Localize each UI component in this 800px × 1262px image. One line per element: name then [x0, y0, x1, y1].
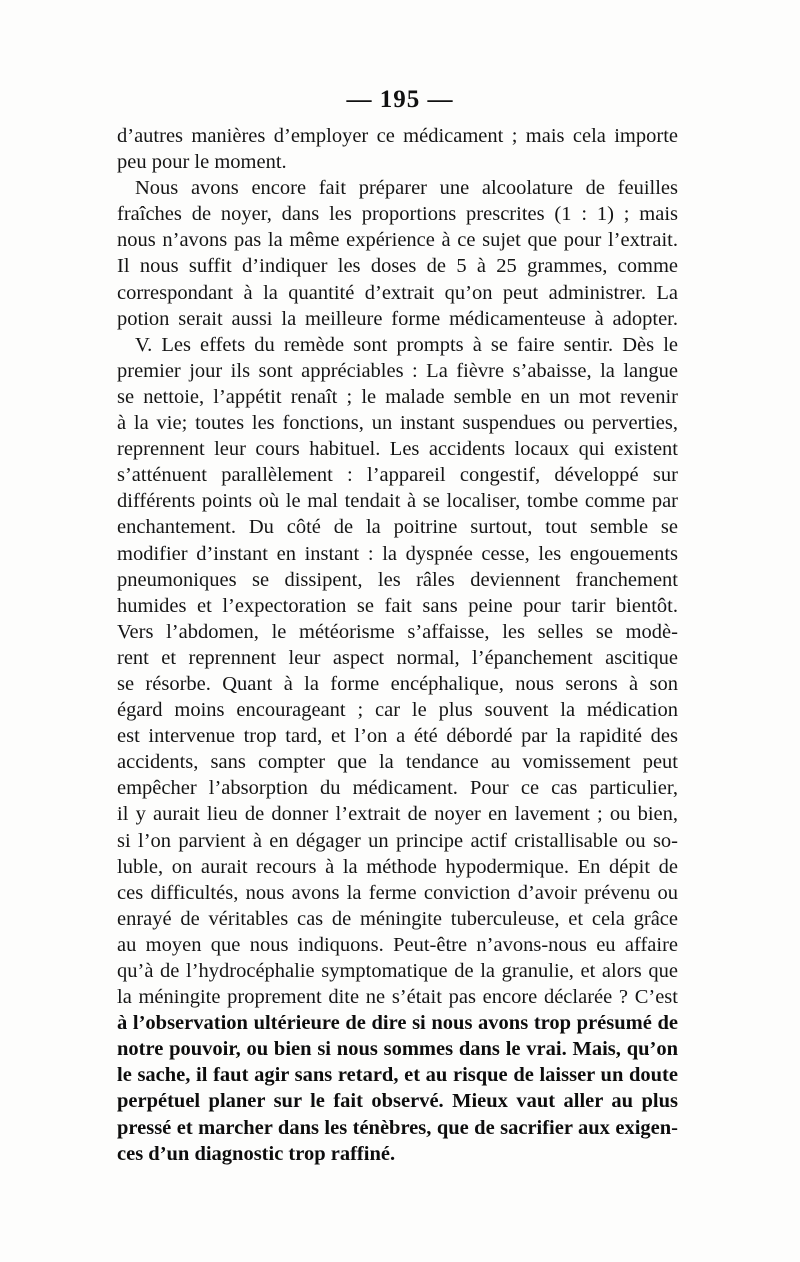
- text-line: le sache, il faut agir sans retard, et au risque de laisser un doute: [117, 1064, 678, 1087]
- text-line: enchantement. Du côté de la poitrine surtout, tout semble se: [117, 516, 678, 539]
- text-line: luble, on aurait recours à la méthode hypodermique. En dépit de: [117, 855, 678, 878]
- text-line: différents points où le mal tendait à se localiser, tombe comme par: [117, 490, 678, 513]
- text-line: se résorbe. Quant à la forme encéphalique, nous serons à son: [117, 672, 678, 695]
- text-line: fraîches de noyer, dans les proportions prescrites (1 : 1) ; mais: [117, 203, 678, 226]
- text-line: pneumoniques se dissipent, les râles deviennent franchement: [117, 568, 678, 591]
- text-line: se nettoie, l’appétit renaît ; le malade semble en un mot revenir: [117, 385, 678, 408]
- text-line: enrayé de véritables cas de méningite tuberculeuse, et cela grâce: [117, 907, 678, 930]
- text-line: premier jour ils sont appréciables : La fièvre s’abaisse, la langue: [117, 359, 678, 382]
- text-line: la méningite proprement dite ne s’était pas encore déclarée ? C’est: [117, 986, 678, 1009]
- text-line: Nous avons encore fait préparer une alcoolature de feuilles: [135, 177, 678, 200]
- page-number: — 195 —: [346, 86, 454, 113]
- body-text: [117, 123, 678, 1167]
- text-line: Il nous suffit d’indiquer les doses de 5 à 25 grammes, comme: [117, 255, 678, 278]
- text-line: est intervenue trop tard, et l’on a été débordé par la rapidité des: [117, 725, 678, 748]
- text-line: au moyen que nous indiquons. Peut-être n’avons-nous eu affaire: [117, 933, 678, 956]
- text-line: il y aurait lieu de donner l’extrait de noyer en lavement ; ou bien,: [117, 803, 678, 826]
- text-line: Vers l’abdomen, le météorisme s’affaisse, les selles se modè-: [117, 620, 678, 643]
- text-line: à la vie; toutes les fonctions, un instant suspendues ou perverties,: [117, 412, 678, 435]
- text-line: correspondant à la quantité d’extrait qu’on peut administrer. La: [117, 281, 678, 304]
- text-line: s’atténuent parallèlement : l’appareil congestif, développé sur: [117, 464, 678, 487]
- text-line: perpétuel planer sur le fait observé. Mieux vaut aller au plus: [117, 1090, 678, 1113]
- text-line: d’autres manières d’employer ce médicament ; mais cela importe: [117, 125, 678, 147]
- text-line: pressé et marcher dans les ténèbres, que de sacrifier aux exigen-: [117, 1116, 678, 1139]
- text-line: égard moins encourageant ; car le plus souvent la médication: [117, 699, 678, 722]
- text-line: à l’observation ultérieure de dire si nous avons trop présumé de: [117, 1012, 678, 1035]
- text-line: notre pouvoir, ou bien si nous sommes dans le vrai. Mais, qu’on: [117, 1038, 678, 1061]
- text-line: potion serait aussi la meilleure forme médicamenteuse à adopter.: [117, 307, 678, 330]
- text-line: rent et reprennent leur aspect normal, l’épanchement ascitique: [117, 646, 678, 669]
- text-line: accidents, sans compter que la tendance au vomissement peut: [117, 751, 678, 774]
- text-line: ces difficultés, nous avons la ferme conviction d’avoir prévenu ou: [117, 881, 678, 904]
- text-line: nous n’avons pas la même expérience à ce sujet que pour l’extrait.: [117, 229, 678, 252]
- text-line: empêcher l’absorption du médicament. Pour ce cas particulier,: [117, 777, 678, 800]
- text-line: reprennent leur cours habituel. Les accidents locaux qui existent: [117, 438, 678, 461]
- text-line: ces d’un diagnostic trop raffiné.: [117, 1142, 396, 1165]
- text-line: qu’à de l’hydrocéphalie symptomatique de la granulie, et alors que: [117, 960, 678, 982]
- text-line: modifier d’instant en instant : la dyspnée cesse, les engouements: [117, 542, 678, 565]
- text-line: si l’on parvient à en dégager un principe actif cristallisable ou so-: [117, 829, 678, 852]
- text-line: humides et l’expectoration se fait sans peine pour tarir bientôt.: [117, 594, 678, 617]
- text-line: V. Les effets du remède sont prompts à se faire sentir. Dès le: [135, 333, 678, 356]
- text-line: peu pour le moment.: [117, 151, 287, 174]
